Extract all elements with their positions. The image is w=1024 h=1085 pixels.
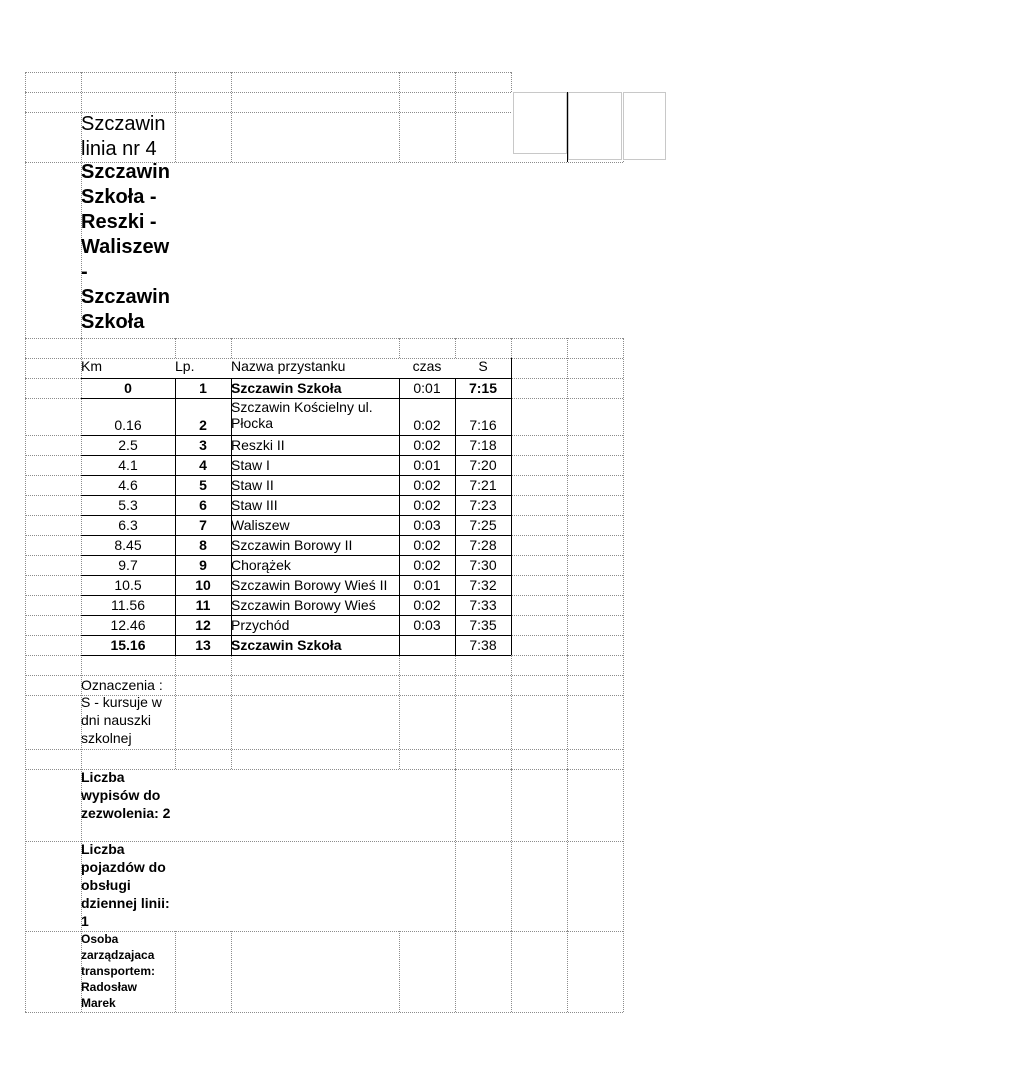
grid-line: [25, 1012, 623, 1013]
stop-name: Szczawin Borowy Wieś: [231, 597, 376, 613]
grid-line: [81, 495, 511, 496]
permits-count: Liczba wypisów do zezwolenia: 2: [81, 769, 171, 821]
route-title-line: -: [81, 261, 88, 283]
grid-line: [81, 555, 511, 556]
stop-departure-s: 7:38: [469, 637, 497, 653]
stop-departure-s: 7:23: [469, 497, 497, 513]
stop-km: 8.45: [114, 537, 142, 553]
stop-departure-s: 7:28: [469, 537, 497, 553]
line-title: [81, 112, 177, 162]
stop-number: 3: [199, 437, 207, 453]
stop-km: 10.5: [114, 577, 142, 593]
route-title: [81, 160, 177, 335]
column-header-time: czas: [412, 358, 442, 374]
stop-travel-time: 0:01: [413, 457, 441, 473]
stop-km: 15.16: [110, 637, 146, 653]
route-title-line: Szczawin: [81, 161, 170, 183]
stop-travel-time: 0:02: [413, 437, 441, 453]
grid-line: [455, 769, 456, 931]
grid-line: [567, 931, 568, 1012]
grid-line: [25, 338, 623, 339]
stop-travel-time: 0:03: [413, 517, 441, 533]
stop-name: Staw II: [231, 477, 274, 493]
grid-line: [511, 72, 512, 92]
route-title-line: Szczawin: [81, 286, 170, 308]
stop-departure-s: 7:21: [469, 477, 497, 493]
column-header-s: S: [478, 358, 488, 374]
stop-name: Staw III: [231, 497, 278, 513]
stop-name: Szczawin Szkoła: [231, 380, 342, 396]
route-title-line: Szkoła: [81, 311, 145, 333]
grid-line: [175, 338, 176, 358]
stop-departure-s: 7:25: [469, 517, 497, 533]
stop-km: 0.16: [114, 417, 142, 433]
stop-travel-time: 0:02: [413, 477, 441, 493]
grid-line: [25, 72, 26, 1012]
grid-line: [455, 72, 456, 162]
grid-line: [399, 72, 400, 162]
grid-line: [81, 635, 511, 636]
legend-text: S - kursuje w dni nauszki szkolnej: [81, 694, 162, 746]
grid-line: [455, 931, 456, 1012]
grid-line: [81, 515, 511, 516]
stop-number: 8: [199, 537, 207, 553]
stop-number: 2: [199, 417, 207, 433]
grid-line: [175, 931, 176, 1012]
stop-number: 5: [199, 477, 207, 493]
stop-km: 9.7: [118, 557, 138, 573]
empty-cell-box: [568, 92, 622, 160]
stop-departure-s: 7:15: [468, 380, 498, 396]
stop-travel-time: 0:01: [413, 380, 441, 396]
grid-line: [511, 358, 512, 655]
column-header-stop-name: Nazwa przystanku: [231, 358, 346, 374]
stop-km: 11.56: [111, 597, 145, 613]
grid-line: [231, 72, 232, 162]
manager-line: transportem:: [81, 964, 156, 978]
stop-name: Reszki II: [231, 437, 285, 453]
stop-travel-time: 0:02: [413, 557, 441, 573]
stop-name: Szczawin Borowy II: [231, 537, 353, 553]
legend-title: Oznaczenia :: [81, 677, 163, 693]
manager-line: zarządzajaca: [81, 948, 155, 962]
line-title-number: linia nr 4: [81, 138, 157, 160]
stop-number: 12: [195, 617, 211, 633]
stop-travel-time: 0:01: [413, 577, 441, 593]
grid-line: [511, 338, 512, 358]
stop-name: Waliszew: [231, 517, 290, 533]
stop-departure-s: 7:32: [469, 577, 497, 593]
grid-line: [231, 931, 232, 1012]
stop-travel-time: 0:02: [413, 497, 441, 513]
stop-km: 2.5: [118, 437, 138, 453]
grid-line: [567, 655, 568, 769]
grid-line: [81, 435, 511, 436]
grid-line: [81, 575, 511, 576]
manager-line: Marek: [81, 996, 116, 1010]
stop-departure-s: 7:30: [469, 557, 497, 573]
stop-departure-s: 7:35: [469, 617, 497, 633]
stop-km: 4.1: [118, 457, 138, 473]
grid-line: [511, 655, 512, 769]
line-title-place: Szczawin: [81, 113, 166, 135]
transport-manager: [81, 931, 173, 1011]
stop-name: Szczawin Szkoła: [231, 637, 342, 653]
empty-cell-box: [623, 92, 666, 160]
column-header-km: Km: [81, 358, 102, 374]
grid-line: [81, 475, 511, 476]
grid-line: [25, 72, 511, 73]
grid-line: [455, 338, 456, 358]
stop-number: 7: [199, 517, 207, 533]
empty-cell-box: [513, 92, 567, 154]
stop-number: 6: [199, 497, 207, 513]
route-title-line: Waliszew: [81, 236, 170, 258]
grid-line: [231, 655, 232, 769]
route-title-line: Szkoła -: [81, 186, 157, 208]
grid-line: [567, 769, 568, 931]
grid-line: [511, 931, 512, 1012]
stop-km: 4.6: [118, 477, 138, 493]
stop-travel-time: 0:03: [413, 617, 441, 633]
column-header-lp: Lp.: [175, 358, 195, 374]
stop-name: Staw I: [231, 457, 270, 473]
stop-number: 9: [199, 557, 207, 573]
stop-departure-s: 7:16: [469, 417, 497, 433]
manager-line: Osoba: [81, 932, 119, 946]
grid-line: [455, 655, 456, 769]
stop-name: Szczawin Kościelny ul. Płocka: [231, 399, 373, 431]
grid-line: [399, 338, 400, 358]
stop-number: 11: [195, 597, 211, 613]
grid-line: [25, 749, 623, 750]
stop-name: Przychód: [231, 617, 290, 633]
stop-number: 13: [195, 637, 211, 653]
grid-line: [623, 338, 624, 1012]
stop-departure-s: 7:18: [469, 437, 497, 453]
grid-line: [81, 535, 511, 536]
stop-number: 4: [199, 457, 207, 473]
stop-travel-time: 0:02: [413, 417, 441, 433]
grid-line: [399, 931, 400, 1012]
grid-line: [567, 338, 568, 655]
grid-line: [81, 655, 511, 656]
stop-departure-s: 7:20: [469, 457, 497, 473]
stop-km: 12.46: [110, 617, 146, 633]
grid-line: [399, 655, 400, 769]
route-title-line: Reszki -: [81, 211, 157, 233]
stop-travel-time: 0:02: [413, 597, 441, 613]
vehicles-count: Liczba pojazdów do obsługi dziennej linii: 1: [81, 841, 170, 929]
stop-km: 0: [124, 380, 132, 396]
grid-line: [175, 655, 176, 769]
stop-km: 5.3: [118, 497, 138, 513]
stop-number: 1: [199, 380, 207, 396]
grid-line: [81, 378, 511, 379]
stop-name: Chorążek: [231, 557, 291, 573]
manager-line: Radosław: [81, 980, 138, 994]
grid-line: [81, 615, 511, 616]
grid-line: [81, 455, 511, 456]
grid-line: [231, 338, 232, 358]
stop-number: 10: [195, 577, 211, 593]
grid-line: [511, 769, 512, 931]
grid-line: [81, 595, 511, 596]
stop-name: Szczawin Borowy Wieś II: [231, 577, 388, 593]
stop-km: 6.3: [118, 517, 138, 533]
stop-departure-s: 7:33: [469, 597, 497, 613]
grid-line: [25, 92, 511, 93]
stop-travel-time: 0:02: [413, 537, 441, 553]
